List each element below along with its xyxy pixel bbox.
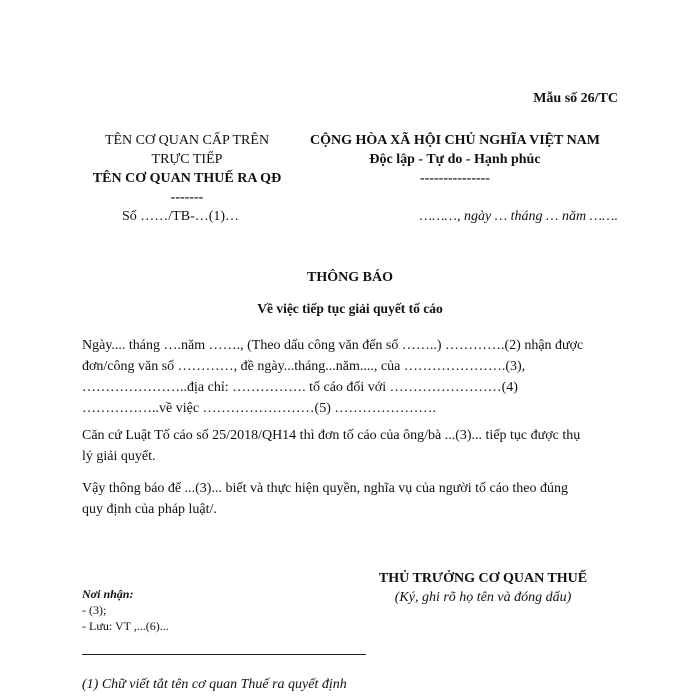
paragraph-3-line-2: quy định của pháp luật/. (82, 502, 217, 517)
paragraph-3 (82, 478, 627, 520)
agency-line-1: TÊN CƠ QUAN CẤP TRÊN (104, 133, 270, 148)
recipient-item: - (3); (82, 603, 107, 617)
recipients-label: Nơi nhận: (82, 587, 134, 601)
recipients-block (82, 586, 169, 634)
nation-header (290, 131, 620, 188)
nation-divider: --------------- (420, 171, 490, 186)
signature-note: (Ký, ghi rõ họ tên và đóng dấu) (394, 590, 572, 605)
agency-divider: ------- (170, 190, 204, 205)
agency-header (72, 131, 302, 207)
paragraph-2-line-2: lý giải quyết. (82, 449, 156, 464)
nation-motto: Độc lập - Tự do - Hạnh phúc (369, 152, 541, 167)
paragraph-2-line-1: Căn cứ Luật Tố cáo số 25/2018/QH14 thì đơn tố cáo của ông/bà ...(3)... tiếp tục được thụ (82, 428, 581, 443)
signature-block (355, 569, 611, 607)
paragraph-1-line-4: ……………..về việc ……………………(5) …………………. (82, 401, 436, 416)
document-number: Số ……/TB-…(1)… (122, 209, 240, 224)
paragraph-1 (82, 335, 627, 419)
form-number: Mẫu số 26/TC (533, 91, 618, 106)
nation-name: CỘNG HÒA XÃ HỘI CHỦ NGHĨA VIỆT NAM (309, 133, 600, 148)
paragraph-3-line-1: Vậy thông báo để ...(3)... biết và thực hiện quyền, nghĩa vụ của người tố cáo theo đúng (82, 481, 569, 496)
agency-line-2: TRỰC TIẾP (151, 152, 223, 167)
paragraph-1-line-2: đơn/công văn số …………, đề ngày...tháng...năm...., của ………………….(3), (82, 359, 526, 374)
footnote-divider (82, 654, 366, 655)
document-title: THÔNG BÁO (307, 270, 393, 285)
paragraph-1-line-3: …………………..địa chỉ: ……………. tố cáo đối với ……………………(4) (82, 380, 518, 395)
document-date: ………, ngày … tháng … năm ……. (419, 209, 618, 224)
recipient-item: - Lưu: VT ,...(6)... (82, 619, 169, 633)
document-subtitle: Về việc tiếp tục giải quyết tố cáo (257, 301, 443, 316)
footnote: (1) Chữ viết tắt tên cơ quan Thuế ra quyết định (82, 677, 347, 692)
signer-title: THỦ TRƯỞNG CƠ QUAN THUẾ (378, 571, 588, 586)
paragraph-2 (82, 425, 627, 467)
agency-line-3: TÊN CƠ QUAN THUẾ RA QĐ (92, 171, 282, 186)
paragraph-1-line-1: Ngày.... tháng ….năm ……., (Theo dấu công văn đến số ……..) ………….(2) nhận được (82, 338, 584, 353)
